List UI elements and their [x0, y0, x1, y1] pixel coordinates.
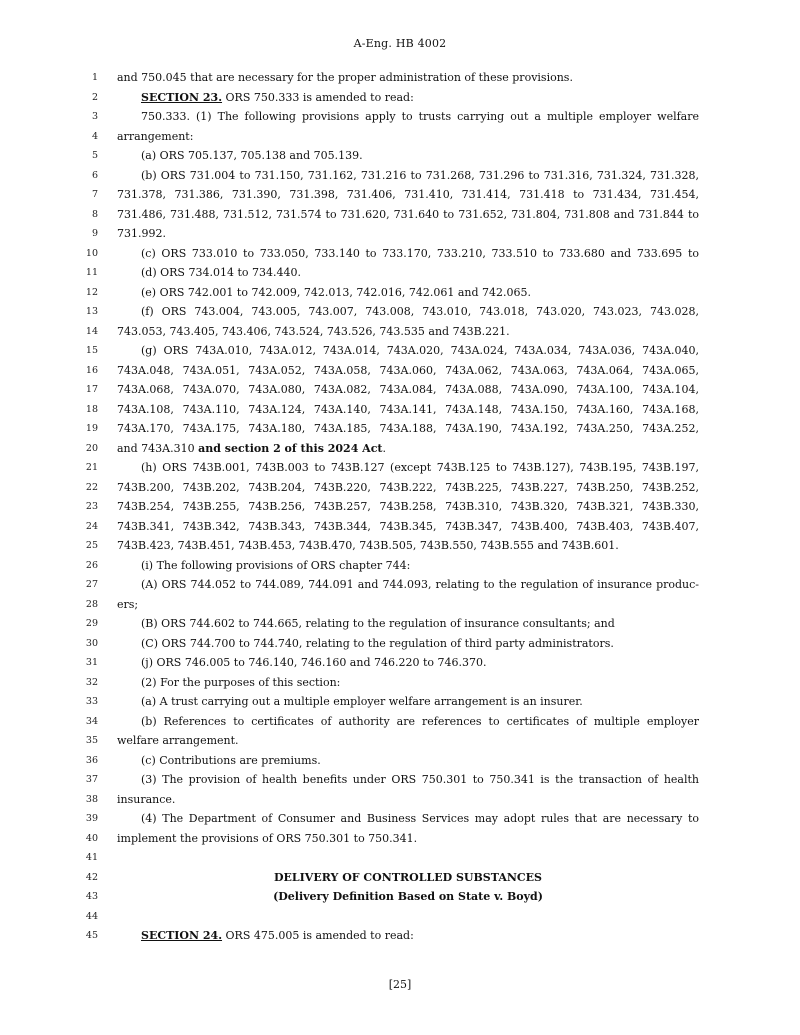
line-10 [0, 244, 800, 264]
line-25 [0, 536, 800, 556]
line-number: 10 [85, 247, 98, 259]
line-text: 743A.170, 743A.175, 743A.180, 743A.185, 743A.188, 743A.190, 743A.192, 743A.250, 743A.252, [117, 422, 699, 435]
line-20 [0, 439, 800, 459]
line-12 [0, 283, 800, 303]
line-number: 5 [91, 150, 98, 161]
line-number: 36 [85, 754, 98, 766]
line-number: 14 [85, 325, 98, 337]
line-number: 26 [85, 559, 98, 571]
line-41 [0, 848, 800, 868]
line-36 [0, 751, 800, 771]
page-number: [25] [388, 978, 412, 991]
line-text: (j) ORS 746.005 to 746.140, 746.160 and 746.220 to 746.370. [141, 656, 487, 669]
line-number: 24 [85, 520, 98, 532]
line-42 [0, 868, 800, 888]
line-text: (f) ORS 743.004, 743.005, 743.007, 743.008, 743.010, 743.018, 743.020, 743.023, 743.028, [141, 305, 699, 318]
section-text: ORS 475.005 is amended to read: [222, 929, 414, 942]
line-23 [0, 497, 800, 517]
line-text: (d) ORS 734.014 to 734.440. [141, 266, 301, 279]
line-38 [0, 790, 800, 810]
document-body [0, 68, 800, 946]
line-34 [0, 712, 800, 732]
section-heading: SECTION 23. [141, 90, 223, 104]
line-3 [0, 107, 800, 127]
line-text: (c) ORS 733.010 to 733.050, 733.140 to 733.170, 733.210, 733.510 to 733.680 and 733.695 to [141, 246, 699, 260]
line-number: 20 [85, 442, 98, 454]
line-text: (e) ORS 742.001 to 742.009, 742.013, 742.016, 742.061 and 742.065. [141, 285, 532, 299]
line-number: 4 [91, 130, 98, 142]
line-number: 38 [85, 793, 98, 805]
line-17 [0, 380, 800, 400]
line-35 [0, 731, 800, 751]
line-number: 19 [85, 423, 98, 434]
line-number: 31 [85, 657, 98, 668]
line-number: 16 [85, 364, 98, 376]
section-text: ORS 750.333 is amended to read: [222, 90, 414, 104]
line-text: 731.486, 731.488, 731.512, 731.574 to 731.620, 731.640 to 731.652, 731.804, 731.808 and 731.844 to [117, 207, 699, 221]
line-text: (h) ORS 743B.001, 743B.003 to 743B.127 (except 743B.125 to 743B.127), 743B.195, 743B.197, [141, 461, 699, 474]
line-14 [0, 322, 800, 342]
section-subtitle: (Delivery Definition Based on State v. Boyd) [273, 890, 543, 903]
line-5 [0, 146, 800, 166]
line-number: 45 [85, 930, 98, 941]
amendment-bold-text: and section 2 of this 2024 Act [198, 441, 383, 455]
line-number: 13 [85, 306, 98, 317]
line-19 [0, 419, 800, 439]
line-number: 30 [85, 637, 98, 649]
line-15 [0, 341, 800, 361]
line-number: 7 [91, 189, 98, 200]
line-39 [0, 809, 800, 829]
line-text: (i) The following provisions of ORS chapter 744: [141, 558, 411, 572]
line-text: (A) ORS 744.052 to 744.089, 744.091 and 744.093, relating to the regulation of insurance produc- [141, 578, 699, 591]
line-number: 44 [85, 910, 98, 922]
line-number: 33 [85, 696, 98, 707]
line-text: 743B.200, 743B.202, 743B.204, 743B.220, 743B.222, 743B.225, 743B.227, 743B.250, 743B.252, [117, 480, 699, 494]
line-number: 40 [85, 832, 98, 844]
line-text: ers; [117, 597, 139, 611]
line-number: 1 [91, 72, 98, 83]
page-header: A-Eng. HB 4002 [353, 37, 447, 50]
line-number: 2 [91, 91, 98, 103]
line-number: 43 [85, 891, 98, 902]
line-26 [0, 556, 800, 576]
line-29 [0, 614, 800, 634]
line-number: 32 [85, 676, 98, 688]
line-number: 39 [85, 813, 98, 824]
line-number: 37 [85, 774, 98, 785]
line-number: 35 [85, 735, 98, 746]
line-text: 743B.254, 743B.255, 743B.256, 743B.257, 743B.258, 743B.310, 743B.320, 743B.321, 743B.330, [117, 500, 699, 513]
line-number: 22 [85, 481, 98, 493]
line-number: 15 [85, 345, 98, 356]
line-28 [0, 595, 800, 615]
line-40 [0, 829, 800, 849]
line-text: insurance. [117, 792, 176, 806]
line-33 [0, 692, 800, 712]
line-text [141, 88, 699, 108]
line-13 [0, 302, 800, 322]
line-text: (B) ORS 744.602 to 744.665, relating to the regulation of insurance consultants; and [141, 617, 615, 630]
line-30 [0, 634, 800, 654]
line-text: arrangement: [117, 129, 194, 143]
line-31 [0, 653, 800, 673]
line-text: (g) ORS 743A.010, 743A.012, 743A.014, 743A.020, 743A.024, 743A.034, 743A.036, 743A.040, [141, 344, 699, 357]
line-44 [0, 907, 800, 927]
line-6 [0, 166, 800, 186]
line-8 [0, 205, 800, 225]
line-text: (b) References to certificates of authority are references to certificates of multiple employer [141, 714, 699, 728]
line-number: 9 [91, 228, 98, 239]
line-text [117, 439, 699, 459]
line-text: (4) The Department of Consumer and Business Services may adopt rules that are necessary to [141, 812, 699, 825]
line-2 [0, 88, 800, 108]
line-27 [0, 575, 800, 595]
line-number: 25 [85, 540, 98, 551]
line-text: (a) ORS 705.137, 705.138 and 705.139. [141, 149, 363, 162]
line-number: 34 [85, 715, 98, 727]
line-text: 743A.048, 743A.051, 743A.052, 743A.058, 743A.060, 743A.062, 743A.063, 743A.064, 743A.065, [117, 363, 699, 377]
line-24 [0, 517, 800, 537]
line-text-plain: and 743A.310 [117, 441, 199, 455]
line-number: 21 [85, 462, 98, 473]
line-text: 743B.423, 743B.451, 743B.453, 743B.470, 743B.505, 743B.550, 743B.555 and 743B.601. [117, 539, 619, 552]
line-1 [0, 68, 800, 88]
line-number: 6 [91, 169, 98, 181]
line-text: (3) The provision of health benefits under ORS 750.301 to 750.341 is the transaction of health [141, 773, 699, 786]
line-text: 750.333. (1) The following provisions apply to trusts carrying out a multiple employer welfare [141, 110, 699, 123]
line-text: 743A.108, 743A.110, 743A.124, 743A.140, 743A.141, 743A.148, 743A.150, 743A.160, 743A.168, [117, 402, 699, 416]
section-heading: SECTION 24. [141, 929, 223, 942]
line-number: 28 [85, 598, 98, 610]
line-number: 18 [85, 403, 98, 415]
line-text: (a) A trust carrying out a multiple employer welfare arrangement is an insurer. [141, 695, 583, 708]
line-32 [0, 673, 800, 693]
line-text: (2) For the purposes of this section: [141, 675, 341, 689]
line-text: 743B.341, 743B.342, 743B.343, 743B.344, 743B.345, 743B.347, 743B.400, 743B.403, 743B.407, [117, 519, 699, 533]
line-number: 3 [91, 111, 98, 122]
line-text: 731.378, 731.386, 731.390, 731.398, 731.406, 731.410, 731.414, 731.418 to 731.434, 731.454, [117, 188, 699, 201]
line-number: 27 [85, 579, 98, 590]
line-text-tail: . [382, 441, 386, 455]
line-text: (C) ORS 744.700 to 744.740, relating to the regulation of third party administrators. [141, 636, 614, 650]
line-text: (b) ORS 731.004 to 731.150, 731.162, 731.216 to 731.268, 731.296 to 731.316, 731.324, 731.328, [141, 168, 699, 182]
line-text: implement the provisions of ORS 750.301 to 750.341. [117, 831, 418, 845]
line-number: 8 [91, 208, 98, 220]
line-21 [0, 458, 800, 478]
section-title: DELIVERY OF CONTROLLED SUBSTANCES [274, 870, 542, 884]
line-number: 29 [85, 618, 98, 629]
line-37 [0, 770, 800, 790]
line-22 [0, 478, 800, 498]
line-text: 731.992. [117, 227, 166, 240]
line-number: 42 [85, 871, 98, 883]
line-7 [0, 185, 800, 205]
line-text: (c) Contributions are premiums. [141, 753, 321, 767]
line-text [141, 926, 699, 946]
line-number: 41 [85, 852, 98, 863]
line-text: 743.053, 743.405, 743.406, 743.524, 743.526, 743.535 and 743B.221. [117, 324, 510, 338]
line-text: welfare arrangement. [117, 734, 239, 747]
line-number: 17 [85, 384, 98, 395]
line-11 [0, 263, 800, 283]
line-number: 23 [85, 501, 98, 512]
line-text: and 750.045 that are necessary for the proper administration of these provisions. [117, 71, 573, 84]
line-18 [0, 400, 800, 420]
line-16 [0, 361, 800, 381]
line-number: 12 [85, 286, 98, 298]
line-43 [0, 887, 800, 907]
line-text: 743A.068, 743A.070, 743A.080, 743A.082, 743A.084, 743A.088, 743A.090, 743A.100, 743A.104, [117, 383, 699, 396]
line-number: 11 [85, 267, 98, 278]
line-45 [0, 926, 800, 946]
line-9 [0, 224, 800, 244]
line-4 [0, 127, 800, 147]
